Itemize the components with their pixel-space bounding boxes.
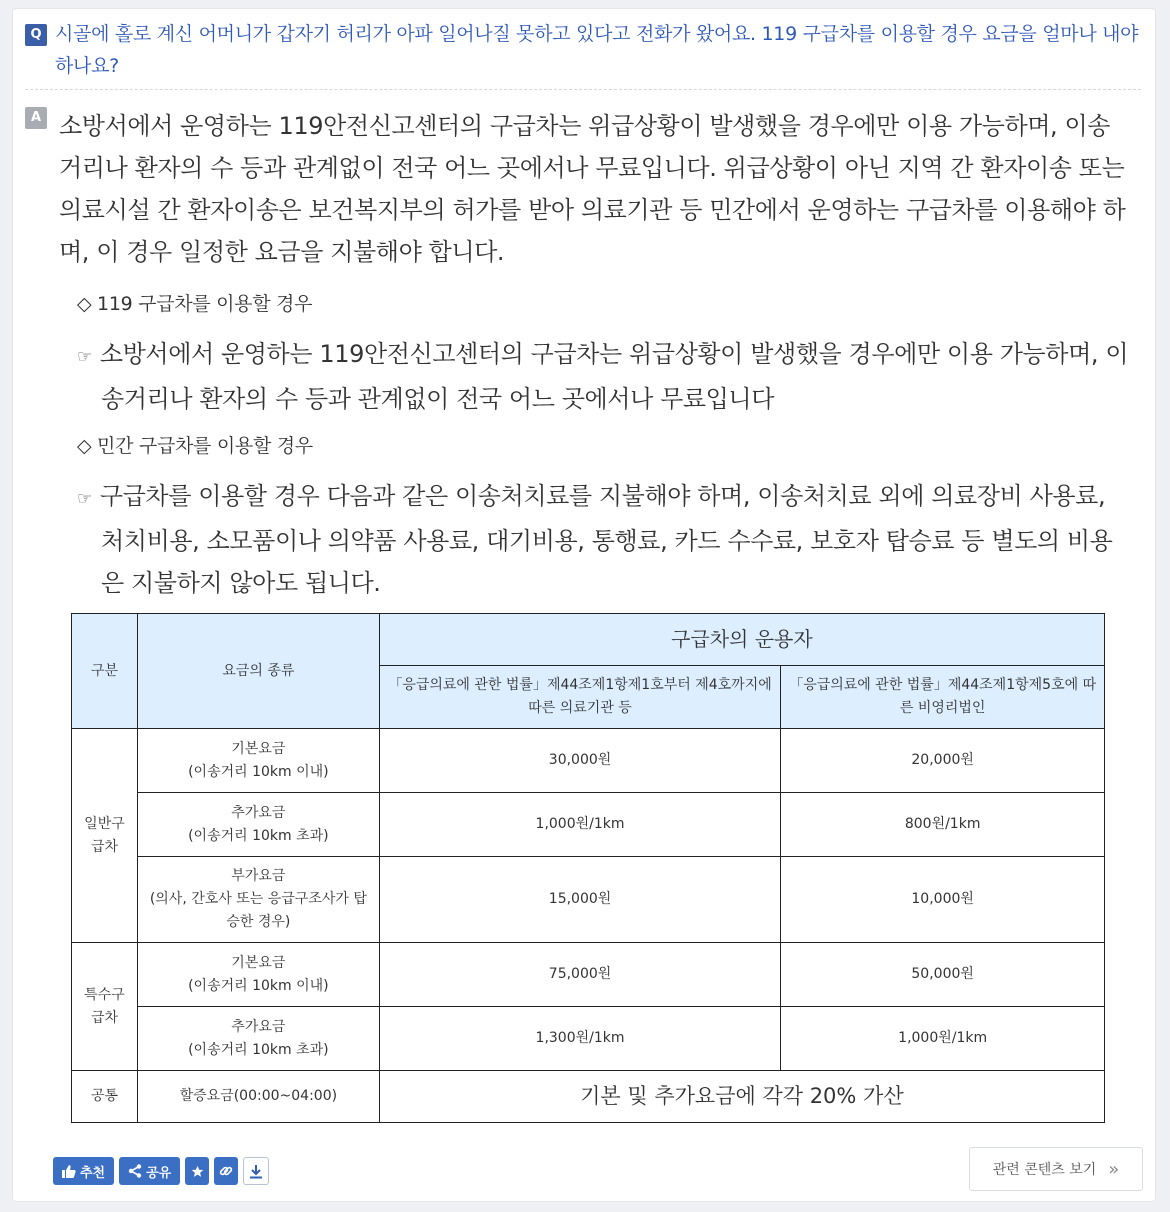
question-badge: Q <box>25 24 47 46</box>
link-icon <box>219 1164 233 1178</box>
fee-value: 800원/1km <box>781 793 1105 857</box>
pointer-icon: ☞ <box>77 489 92 509</box>
fee-name: 추가요금 <box>231 804 286 821</box>
fee-name-cell <box>137 1007 379 1071</box>
row-label-general: 일반구급차 <box>72 729 138 943</box>
fee-value: 1,000원/1km <box>781 1007 1105 1071</box>
header-operator-medical: 「응급의료에 관한 법률」제44조제1항제1호부터 제4호까지에 따른 의료기관 등 <box>379 666 781 729</box>
download-button[interactable] <box>243 1157 269 1185</box>
fee-name: 추가요금 <box>231 1018 286 1035</box>
fee-value: 30,000원 <box>379 729 781 793</box>
share-label: 공유 <box>146 1165 172 1181</box>
fee-name: 부가요금 <box>231 868 286 884</box>
fee-value: 15,000원 <box>379 857 781 943</box>
fee-name-cell <box>137 943 379 1007</box>
recommend-label: 추천 <box>80 1165 106 1181</box>
qa-card <box>12 8 1156 1202</box>
fee-note: (이송거리 10km 이내) <box>188 977 329 994</box>
question-text: 시골에 홀로 계신 어머니가 갑자기 허리가 아파 일어나질 못하고 있다고 전화가 왔어요. 119 구급차를 이용할 경우 요금을 얼마나 내야 하나요? <box>55 23 1139 77</box>
fee-value: 50,000원 <box>781 943 1105 1007</box>
section-private-heading: ◇ 민간 구급차를 이용할 경우 <box>77 435 313 457</box>
surcharge-value: 기본 및 추가요금에 각각 20% 가산 <box>379 1071 1104 1123</box>
fee-note: (이송거리 10km 초과) <box>188 827 329 844</box>
recommend-button[interactable] <box>53 1157 114 1185</box>
fee-value: 1,300원/1km <box>379 1007 781 1071</box>
table-row <box>72 943 1105 1007</box>
answer-badge: A <box>25 107 47 129</box>
table-row <box>72 857 1105 943</box>
ambulance-fee-table <box>71 613 1105 1123</box>
copy-link-button[interactable] <box>214 1157 238 1185</box>
header-operator: 구급차의 운용자 <box>379 614 1104 666</box>
fee-name: 기본요금 <box>231 954 286 971</box>
section-119-heading: ◇ 119 구급차를 이용할 경우 <box>77 293 313 315</box>
fee-note: (의사, 간호사 또는 응급구조사가 탑승한 경우) <box>149 891 367 930</box>
answer-text: 소방서에서 운영하는 119안전신고센터의 구급차는 위급상황이 발생했을 경우에만 이용 가능하며, 이송거리나 환자의 수 등과 관계없이 전국 어느 곳에서나 무료입니다. 위급상황이 아닌 지역 간 환자이송 또는 의료시설 간 환자이송은 보건복지부의 허가를 받아 의료기관 등 민간에서 운영하는 구급차를 이용해야 하며, 이 경우 일정한 요금을 지불해야 합니다. <box>59 112 1126 266</box>
section-119-body <box>77 333 1129 420</box>
fee-value: 1,000원/1km <box>379 793 781 857</box>
star-icon <box>191 1165 204 1178</box>
pointer-icon: ☞ <box>77 347 92 367</box>
section-119-text: 소방서에서 운영하는 119안전신고센터의 구급차는 위급상황이 발생했을 경우에만 이용 가능하며, 이송거리나 환자의 수 등과 관계없이 전국 어느 곳에서나 무료입니다 <box>99 340 1129 413</box>
qa-divider <box>25 89 1141 90</box>
fee-name-cell <box>137 793 379 857</box>
table-row <box>72 793 1105 857</box>
section-private-text: 구급차를 이용할 경우 다음과 같은 이송처치료를 지불해야 하며, 이송처치료 외에 의료장비 사용료, 처치비용, 소모품이나 의약품 사용료, 대기비용, 통행료, 카드 수수료, 보호자 탑승료 등 별도의 비용은 지불하지 않아도 됩니다. <box>99 482 1113 597</box>
fee-value: 10,000원 <box>781 857 1105 943</box>
action-bar <box>53 1157 269 1185</box>
share-icon <box>128 1164 142 1178</box>
table-row <box>72 1007 1105 1071</box>
fee-value: 75,000원 <box>379 943 781 1007</box>
related-content-label: 관련 콘텐츠 보기 <box>992 1162 1097 1178</box>
row-label-common: 공통 <box>72 1071 138 1123</box>
section-private-body <box>77 475 1129 604</box>
table-row <box>72 729 1105 793</box>
download-icon <box>249 1164 263 1179</box>
header-fee-type: 요금의 종류 <box>137 614 379 729</box>
fee-name-cell <box>137 857 379 943</box>
share-button[interactable] <box>119 1157 180 1185</box>
fee-value: 20,000원 <box>781 729 1105 793</box>
related-content-button[interactable] <box>969 1147 1143 1191</box>
fee-note: (이송거리 10km 이내) <box>188 763 329 780</box>
header-operator-nonprofit: 「응급의료에 관한 법률」제44조제1항제5호에 따른 비영리법인 <box>781 666 1105 729</box>
fee-name-cell <box>137 729 379 793</box>
fee-note: (이송거리 10km 초과) <box>188 1041 329 1058</box>
double-chevron-right-icon: » <box>1108 1158 1120 1180</box>
table-row <box>72 1071 1105 1123</box>
header-category: 구분 <box>72 614 138 729</box>
fee-name: 기본요금 <box>231 740 286 757</box>
bookmark-button[interactable] <box>185 1157 209 1185</box>
row-label-special: 특수구급차 <box>72 943 138 1071</box>
fee-name: 할증요금(00:00~04:00) <box>137 1071 379 1123</box>
thumbs-up-icon <box>62 1165 76 1178</box>
